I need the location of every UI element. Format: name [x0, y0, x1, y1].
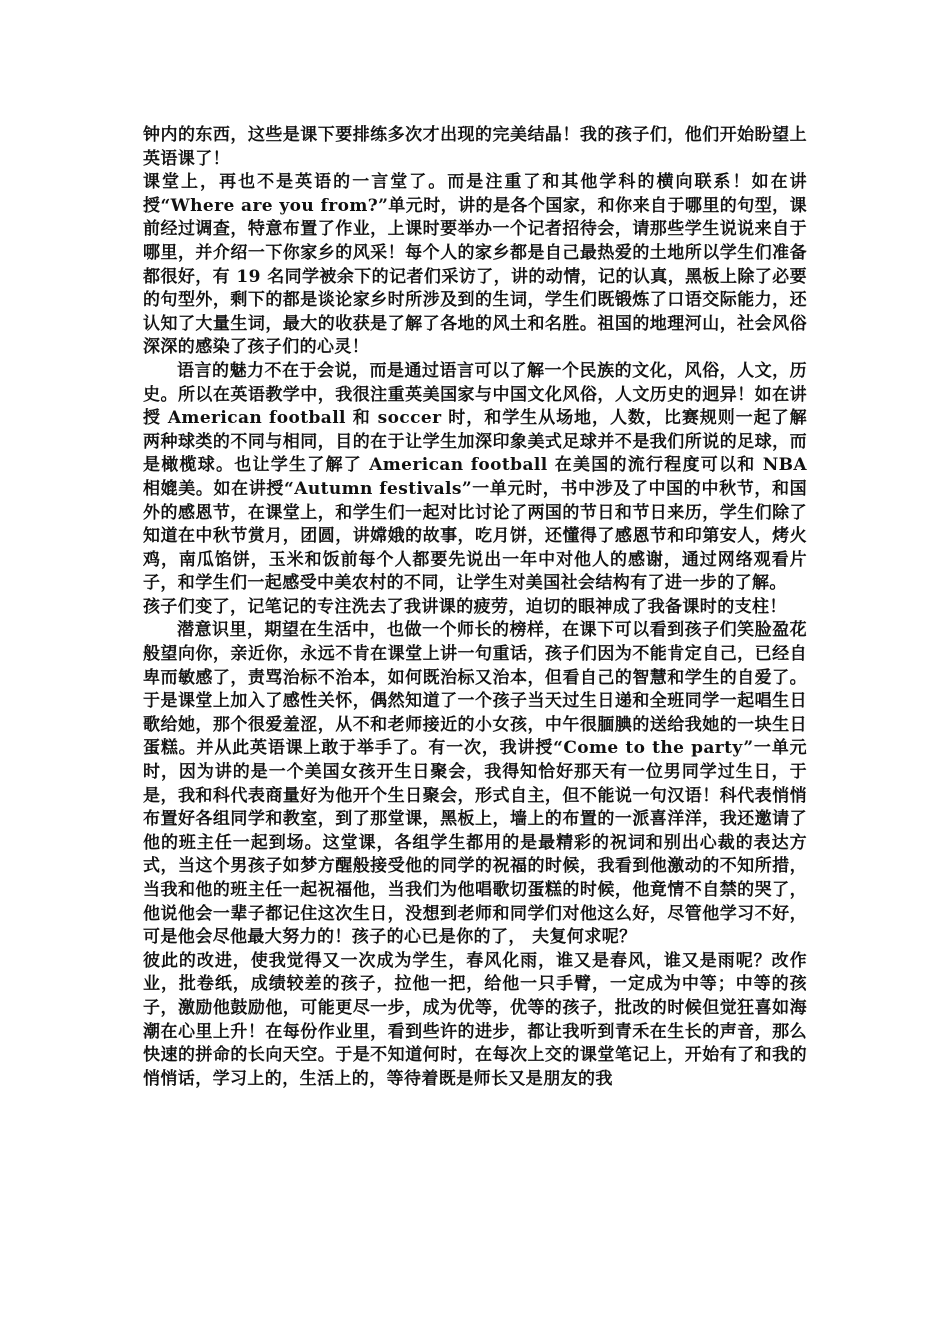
- paragraph-6: 彼此的改进，使我觉得又一次成为学生，春风化雨，谁又是春风，谁又是雨呢？改作业，批卷纸，成绩较差的孩子，拉他一把，给他一只手臂，一定成为中等；中等的孩子，激励他鼓励他，可能更尽一步，成为优等，优等的孩子，批改的时候但觉狂喜如海潮在心里上升！在每份作业里，看到些许的进步，都让我听到青禾在生长的声音，那么快速的拼命的长向天空。于是不知道何时，在每次上交的课堂笔记上，开始有了和我的悄悄话，学习上的，生活上的，等待着既是师长又是朋友的我: [143, 950, 807, 1089]
- paragraph-4: 孩子们变了，记笔记的专注洗去了我讲课的疲劳，迫切的眼神成了我备课时的支柱！: [143, 596, 787, 617]
- paragraph-2: 课堂上，再也不是英语的一言堂了。而是注重了和其他学科的横向联系！如在讲授“Where are you from?”单元时，讲的是各个国家，和你来自于哪里的句型，课前经过调查，特意布置了作业，上课时要举办一个记者招待会，请那些学生说说来自于哪里，并介绍一下你家乡的风采！每个人的家乡都是自己最热爱的土地所以学生们准备都很好，有 19 名同学被余下的记者们采访了，讲的动情，记的认真，黑板上除了必要的句型外，剩下的都是谈论家乡时所涉及到的生词，学生们既锻炼了口语交际能力，还认知了大量生词，最大的收获是了解了各地的风土和名胜。祖国的地理河山，社会风俗深深的感染了孩子们的心灵！: [143, 172, 807, 358]
- paragraph-1: 钟内的东西，这些是课下要排练多次才出现的完美结晶！我的孩子们，他们开始盼望上英语课了！: [143, 125, 807, 169]
- document-body: [143, 124, 807, 1091]
- paragraph-3: 语言的魅力不在于会说，而是通过语言可以了解一个民族的文化，风俗，人文，历史。所以在英语教学中，我很注重英美国家与中国文化风俗，人文历史的迥异！如在讲授 American football 和 soccer 时，和学生从场地，人数，比赛规则一起了解两种球类的不同与相同，目的在于让学生加深印象美式足球并不是我们所说的足球，而是橄榄球。也让学生了解了 American football 在美国的流行程度可以和 NBA 相媲美。如在讲授“Autumn festivals”一单元时，书中涉及了中国的中秋节，和国外的感恩节，在课堂上，和学生们一起对比讨论了两国的节日和节日来历，学生们除了知道在中秋节赏月，团圆，讲嫦娥的故事，吃月饼，还懂得了感恩节和印第安人，烤火鸡，南瓜馅饼，玉米和饭前每个人都要先说出一年中对他人的感谢，通过网络观看片子，和学生们一起感受中美农村的不同，让学生对美国社会结构有了进一步的了解。: [143, 360, 807, 594]
- paragraph-5: 潜意识里，期望在生活中，也做一个师长的榜样，在课下可以看到孩子们笑脸盈花般望向你，亲近你，永远不肯在课堂上讲一句重话，孩子们因为不能肯定自己，已经自卑而敏感了，责骂治标不治本，如何既治标又治本，但看自己的智慧和学生的自爱了。于是课堂上加入了感性关怀，偶然知道了一个孩子当天过生日递和全班同学一起唱生日歌给她，那个很爱羞涩，从不和老师接近的小女孩，中午很腼腆的送给我她的一块生日蛋糕。并从此英语课上敢于举手了。有一次，我讲授“Come to the party”一单元时，因为讲的是一个美国女孩开生日聚会，我得知恰好那天有一位男同学过生日，于是，我和科代表商量好为他开个生日聚会，形式自主，但不能说一句汉语！科代表悄悄布置好各组同学和教室，到了那堂课，黑板上，墙上的布置的一派喜洋洋，我还邀请了他的班主任一起到场。这堂课，各组学生都用的是最精彩的祝词和别出心裁的表达方式，当这个男孩子如梦方醒般接受他的同学的祝福的时候，我看到他激动的不知所措，当我和他的班主任一起祝福他，当我们为他唱歌切蛋糕的时候，他竟情不自禁的哭了，他说他会一辈子都记住这次生日，没想到老师和同学们对他这么好，尽管他学习不好，可是他会尽他最大努力的！孩子的心已是你的了， 夫复何求呢？: [143, 620, 807, 948]
